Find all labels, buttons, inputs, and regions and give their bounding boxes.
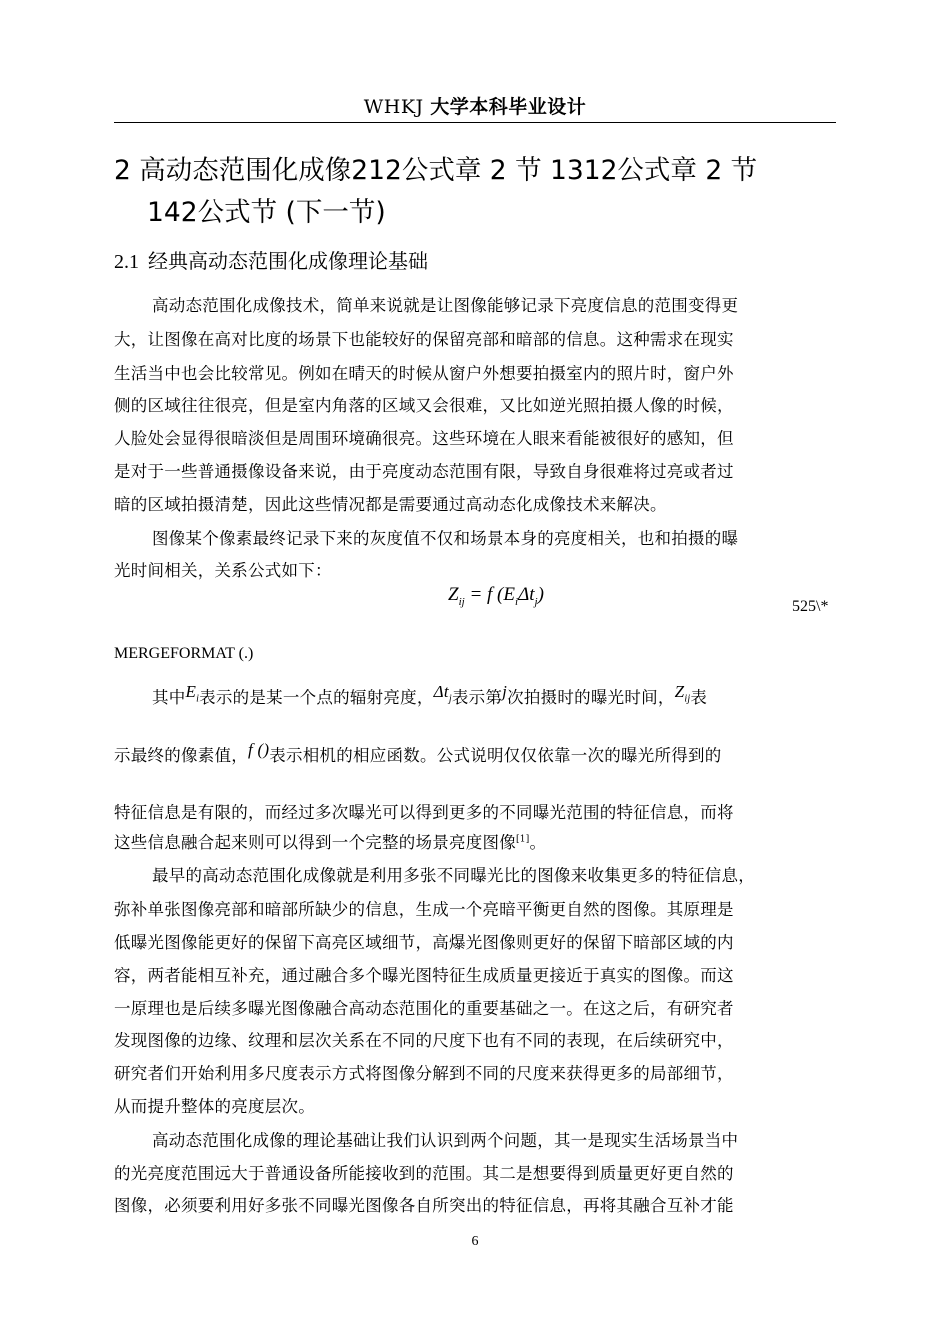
chapter-title	[114, 150, 844, 234]
para1-line: 大，让图像在高对比度的场景下也能较好的保留亮部和暗部的信息。这种需求在现实	[114, 330, 734, 349]
para4-line: 最早的高动态范围化成像就是利用多张不同曝光比的图像来收集更多的特征信息，	[152, 866, 755, 885]
para1-line: 人脸处会显得很暗淡但是周围环境确很亮。这些环境在人眼来看能被很好的感知，但	[114, 429, 734, 448]
section-number: 2.1	[114, 251, 139, 273]
chapter-title-line2: 142公式节 (下一节)	[147, 197, 386, 228]
symbol-e-i: $E_i$	[185, 682, 200, 705]
para1-line: 是对于一些普通摄像设备来说，由于亮度动态范围有限，导致自身很难将过亮或者过	[114, 462, 734, 481]
header-left: WHKJ	[363, 96, 424, 118]
para2-line: 图像某个像素最终记录下来的灰度值不仅和场景本身的亮度相关，也和拍摄的曝	[152, 529, 739, 548]
para3-line3: 特征信息是有限的，而经过多次曝光可以得到更多的不同曝光范围的特征信息，而将	[114, 803, 734, 822]
para1-line: 侧的区域往往很亮，但是室内角落的区域又会很难，又比如逆光照拍摄人像的时候，	[114, 396, 734, 415]
para5-line: 高动态范围化成像的理论基础让我们认识到两个问题，其一是现实生活场景当中	[152, 1131, 739, 1150]
symbol-f: f ()	[248, 740, 270, 759]
mergeformat-text: MERGEFORMAT (.)	[114, 645, 254, 662]
para4-line: 弥补单张图像亮部和暗部所缺少的信息，生成一个亮暗平衡更自然的图像。其原理是	[114, 900, 734, 919]
para4-line: 研究者们开始利用多尺度表示方式将图像分解到不同的尺度来获得更多的局部细节，	[114, 1064, 734, 1083]
para2-line: 光时间相关，关系公式如下：	[114, 561, 332, 580]
para4-line: 容，两者能相互补充，通过融合多个曝光图特征生成质量更接近于真实的图像。而这	[114, 966, 734, 985]
para1-line: 生活当中也会比较常见。例如在晴天的时候从窗户外想要拍摄室内的照片时，窗户外	[114, 364, 734, 383]
equation: $Z_{ij} = f$ $(E_i\Delta t_j)$	[448, 584, 544, 608]
equation-number: 525\*	[792, 598, 829, 615]
header-rule	[114, 122, 836, 123]
para1-line: 高动态范围化成像技术，简单来说就是让图像能够记录下亮度信息的范围变得更	[152, 296, 739, 315]
symbol-z-ij: $Z_{ij}$	[674, 682, 691, 705]
running-header	[0, 92, 950, 119]
para3-line4: 这些信息融合起来则可以得到一个完整的场景亮度图像[1]。	[114, 833, 547, 852]
section-title	[114, 246, 428, 277]
para1-line: 暗的区域拍摄清楚，因此这些情况都是需要通过高动态化成像技术来解决。	[114, 495, 667, 514]
para3-line2: 示最终的像素值，f ()表示相机的相应函数。公式说明仅仅依靠一次的曝光所得到的	[114, 740, 722, 765]
para4-line: 低曝光图像能更好的保留下高亮区域细节，高爆光图像则更好的保留下暗部区域的内	[114, 933, 734, 952]
symbol-j: j	[502, 682, 508, 701]
para5-line: 的光亮度范围远大于普通设备所能接收到的范围。其二是想要得到质量更好更自然的	[114, 1164, 734, 1183]
section-title-text: 经典高动态范围化成像理论基础	[148, 249, 428, 273]
citation-ref: [1]	[516, 834, 530, 845]
header-right: 大学本科毕业设计	[430, 96, 587, 118]
para4-line: 发现图像的边缘、纹理和层次关系在不同的尺度下也有不同的表现，在后续研究中，	[114, 1031, 734, 1050]
para4-line: 一原理也是后续多曝光图像融合高动态范围化的重要基础之一。在这之后，有研究者	[114, 999, 734, 1018]
para3-line1: 其中$E_i$表示的是某一个点的辐射亮度，$\Delta t_j$表示第j次拍摄时的曝光时间，$Z_{ij}$表	[152, 682, 708, 707]
para4-line: 从而提升整体的亮度层次。	[114, 1097, 315, 1116]
page-number: 6	[471, 1234, 479, 1249]
symbol-delta-t-j: $\Delta t_j$	[433, 682, 452, 705]
para5-line: 图像，必须要利用好多张不同曝光图像各自所突出的特征信息，再将其融合互补才能	[114, 1196, 734, 1215]
chapter-title-line1: 2 高动态范围化成像212公式章 2 节 1312公式章 2 节	[114, 155, 758, 186]
